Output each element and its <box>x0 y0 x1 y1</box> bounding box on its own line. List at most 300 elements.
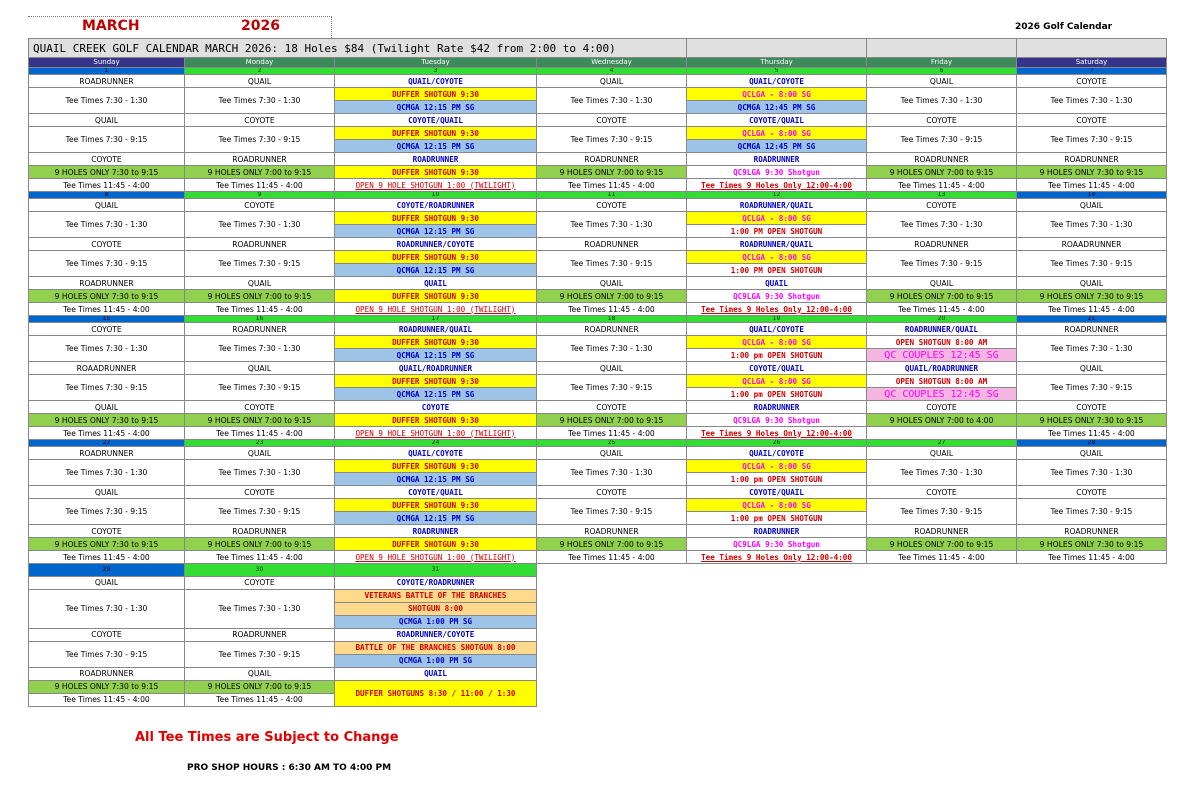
course-name: ROADRUNNER <box>335 525 537 538</box>
course-name: ROADRUNNER <box>29 667 185 680</box>
course-name: ROADRUNNER <box>537 525 687 538</box>
schedule-line: Tee Times 7:30 - 9:15 <box>1017 251 1167 277</box>
empty-cell <box>537 602 687 615</box>
course-name: ROADRUNNER <box>185 238 335 251</box>
month-label: MARCH <box>82 18 140 34</box>
empty-cell <box>1017 576 1167 589</box>
schedule-line: 9 HOLES ONLY 7:00 to 9:15 <box>185 290 335 303</box>
date-number: 15 <box>29 316 185 323</box>
course-name: QUAIL <box>537 447 687 460</box>
schedule-line: Tee Times 7:30 - 9:15 <box>29 251 185 277</box>
schedule-line: Tee Times 11:45 - 4:00 <box>867 551 1017 564</box>
schedule-line: Tee Times 7:30 - 9:15 <box>537 375 687 401</box>
schedule-line: DUFFER SHOTGUNS 8:30 / 11:00 / 1:30 <box>335 680 537 706</box>
empty-cell <box>687 589 867 602</box>
course-name: ROADRUNNER <box>29 277 185 290</box>
empty-cell <box>867 576 1017 589</box>
empty-cell <box>687 615 867 628</box>
schedule-line: OPEN 9 HOLE SHOTGUN 1:00 (TWILIGHT) <box>335 551 537 564</box>
schedule-line: 9 HOLES ONLY 7:30 to 9:15 <box>1017 166 1167 179</box>
course-name: QUAIL <box>29 576 185 589</box>
course-name: COYOTE <box>185 401 335 414</box>
schedule-line: 9 HOLES ONLY 7:00 to 9:15 <box>185 166 335 179</box>
date-number: 1 <box>29 68 185 75</box>
schedule-line: Tee Times 7:30 - 9:15 <box>1017 127 1167 153</box>
course-name: COYOTE <box>29 238 185 251</box>
schedule-line: DUFFER SHOTGUN 9:30 <box>335 88 537 101</box>
schedule-line: OPEN 9 HOLE SHOTGUN 1:00 (TWILIGHT) <box>335 179 537 192</box>
schedule-line: 9 HOLES ONLY 7:30 to 9:15 <box>29 166 185 179</box>
empty-cell <box>687 576 867 589</box>
schedule-line: 1:00 PM OPEN SHOTGUN <box>687 225 867 238</box>
schedule-line: Tee Times 7:30 - 9:15 <box>537 127 687 153</box>
schedule-line: Tee Times 7:30 - 1:30 <box>867 212 1017 238</box>
schedule-line: 9 HOLES ONLY 7:30 to 9:15 <box>1017 414 1167 427</box>
empty-cell <box>537 564 687 577</box>
tee-times-note: All Tee Times are Subject to Change <box>135 730 399 745</box>
course-name: QUAIL <box>537 362 687 375</box>
course-name: COYOTE <box>29 628 185 641</box>
empty-cell <box>537 667 687 680</box>
course-name: COYOTE <box>537 401 687 414</box>
date-number: 11 <box>537 192 687 199</box>
course-name: COYOTE <box>29 525 185 538</box>
course-name: QUAIL <box>185 362 335 375</box>
course-name: ROADRUNNER <box>867 238 1017 251</box>
schedule-line: Tee Times 7:30 - 9:15 <box>867 499 1017 525</box>
schedule-line: QC9LGA 9:30 Shotgun <box>687 290 867 303</box>
course-name: QUAIL <box>185 447 335 460</box>
course-name: QUAIL/COYOTE <box>335 447 537 460</box>
schedule-line: DUFFER SHOTGUN 9:30 <box>335 290 537 303</box>
course-name: COYOTE <box>1017 401 1167 414</box>
empty-cell <box>537 589 687 602</box>
course-name: QUAIL <box>335 667 537 680</box>
schedule-line: Tee Times 7:30 - 1:30 <box>1017 460 1167 486</box>
course-name: COYOTE <box>335 401 537 414</box>
pro-shop-hours: PRO SHOP HOURS : 6:30 AM TO 4:00 PM <box>187 763 392 773</box>
schedule-line: Tee Times 7:30 - 1:30 <box>1017 212 1167 238</box>
empty-cell <box>687 680 867 693</box>
course-name: COYOTE/QUAIL <box>687 114 867 127</box>
schedule-line: OPEN 9 HOLE SHOTGUN 1:00 (TWILIGHT) <box>335 303 537 316</box>
course-name: QUAIL/ROADRUNNER <box>335 362 537 375</box>
course-name: ROADRUNNER <box>537 153 687 166</box>
schedule-line: Tee Times 7:30 - 1:30 <box>29 212 185 238</box>
schedule-line: 9 HOLES ONLY 7:00 to 9:15 <box>537 538 687 551</box>
schedule-line: Tee Times 7:30 - 9:15 <box>29 375 185 401</box>
empty-cell <box>687 628 867 641</box>
empty-cell <box>1017 589 1167 602</box>
schedule-line: DUFFER SHOTGUN 9:30 <box>335 499 537 512</box>
empty-cell <box>537 628 687 641</box>
schedule-line: Tee Times 11:45 - 4:00 <box>185 303 335 316</box>
schedule-line: Tee Times 7:30 - 1:30 <box>185 336 335 362</box>
title-filler <box>867 39 1017 58</box>
schedule-line: Tee Times 7:30 - 9:15 <box>185 375 335 401</box>
schedule-line <box>867 427 1017 440</box>
course-name: QUAIL/COYOTE <box>687 323 867 336</box>
course-name: QUAIL <box>687 277 867 290</box>
empty-cell <box>687 564 867 577</box>
schedule-line: DUFFER SHOTGUN 9:30 <box>335 251 537 264</box>
date-number: 8 <box>29 192 185 199</box>
day-header-friday: Friday <box>867 58 1017 68</box>
course-name: ROADRUNNER <box>1017 323 1167 336</box>
schedule-line: QCMGA 12:45 PM SG <box>687 140 867 153</box>
title-filler <box>687 39 867 58</box>
course-name: COYOTE <box>1017 486 1167 499</box>
date-number: 23 <box>185 440 335 447</box>
course-name: COYOTE <box>537 486 687 499</box>
empty-cell <box>537 693 687 706</box>
course-name: QUAIL <box>185 667 335 680</box>
schedule-line: Tee Times 11:45 - 4:00 <box>537 427 687 440</box>
course-name: QUAIL/COYOTE <box>335 75 537 88</box>
course-name: QUAIL <box>29 199 185 212</box>
date-number: 31 <box>335 564 537 577</box>
schedule-line: Tee Times 7:30 - 1:30 <box>867 460 1017 486</box>
empty-cell <box>1017 680 1167 693</box>
schedule-line: 9 HOLES ONLY 7:00 to 4:00 <box>867 414 1017 427</box>
course-name: QUAIL/COYOTE <box>687 447 867 460</box>
empty-cell <box>1017 693 1167 706</box>
schedule-line: 9 HOLES ONLY 7:00 to 9:15 <box>537 290 687 303</box>
schedule-line: Tee Times 7:30 - 9:15 <box>1017 499 1167 525</box>
course-name: ROADRUNNER <box>29 447 185 460</box>
schedule-line: DUFFER SHOTGUN 9:30 <box>335 538 537 551</box>
date-number: 26 <box>687 440 867 447</box>
day-header-thursday: Thursday <box>687 58 867 68</box>
date-number: 7 <box>1017 68 1167 75</box>
course-name: ROADRUNNER <box>29 75 185 88</box>
schedule-line: Tee Times 7:30 - 1:30 <box>29 460 185 486</box>
schedule-line: 9 HOLES ONLY 7:30 to 9:15 <box>1017 290 1167 303</box>
empty-cell <box>1017 615 1167 628</box>
schedule-line: Tee Times 7:30 - 9:15 <box>29 127 185 153</box>
course-name: COYOTE <box>185 199 335 212</box>
empty-cell <box>867 589 1017 602</box>
course-name: ROADRUNNER <box>185 323 335 336</box>
date-number: 13 <box>867 192 1017 199</box>
schedule-line: Tee Times 7:30 - 9:15 <box>185 499 335 525</box>
schedule-line: DUFFER SHOTGUN 9:30 <box>335 127 537 140</box>
schedule-line: Tee Times 7:30 - 9:15 <box>1017 375 1167 401</box>
schedule-line: DUFFER SHOTGUN 9:30 <box>335 166 537 179</box>
schedule-line: OPEN 9 HOLE SHOTGUN 1:00 (TWILIGHT) <box>335 427 537 440</box>
course-name: QUAIL <box>185 277 335 290</box>
course-name: COYOTE/QUAIL <box>687 362 867 375</box>
schedule-line: 1:00 pm OPEN SHOTGUN <box>687 473 867 486</box>
course-name: ROADRUNNER <box>537 323 687 336</box>
course-name: QUAIL <box>29 401 185 414</box>
schedule-line: 1:00 PM OPEN SHOTGUN <box>687 264 867 277</box>
empty-cell <box>1017 602 1167 615</box>
course-name: QUAIL <box>1017 447 1167 460</box>
course-name: ROADRUNNER <box>335 153 537 166</box>
schedule-line: QCMGA 12:15 PM SG <box>335 388 537 401</box>
schedule-line: QCLGA - 8:00 SG <box>687 460 867 473</box>
course-name: ROADRUNNER/COYOTE <box>335 238 537 251</box>
schedule-line: QC9LGA 9:30 Shotgun <box>687 414 867 427</box>
empty-cell <box>687 654 867 667</box>
schedule-line: QCMGA 1:00 PM SG <box>335 615 537 628</box>
empty-cell <box>537 680 687 693</box>
title-filler <box>1017 39 1167 58</box>
empty-cell <box>867 564 1017 577</box>
schedule-line: Tee Times 7:30 - 1:30 <box>537 212 687 238</box>
course-name: ROADRUNNER/COYOTE <box>335 628 537 641</box>
schedule-line: Tee Times 11:45 - 4:00 <box>867 179 1017 192</box>
schedule-line: QC9LGA 9:30 Shotgun <box>687 538 867 551</box>
schedule-line: Tee Times 7:30 - 1:30 <box>29 336 185 362</box>
date-number: 12 <box>687 192 867 199</box>
schedule-line: Tee Times 11:45 - 4:00 <box>29 303 185 316</box>
course-name: QUAIL <box>867 277 1017 290</box>
schedule-line: 9 HOLES ONLY 7:00 to 9:15 <box>867 166 1017 179</box>
schedule-line: DUFFER SHOTGUN 9:30 <box>335 414 537 427</box>
course-name: QUAIL <box>335 277 537 290</box>
schedule-line: QC COUPLES 12:45 SG <box>867 388 1017 401</box>
schedule-line: BATTLE OF THE BRANCHES SHOTGUN 8:00 <box>335 641 537 654</box>
schedule-line: Tee Times 7:30 - 9:15 <box>867 251 1017 277</box>
schedule-line: Tee Times 7:30 - 9:15 <box>29 499 185 525</box>
schedule-line: Tee Times 7:30 - 9:15 <box>185 127 335 153</box>
schedule-line: Tee Times 7:30 - 1:30 <box>867 88 1017 114</box>
date-number: 17 <box>335 316 537 323</box>
course-name: QUAIL/COYOTE <box>687 75 867 88</box>
schedule-line: Tee Times 7:30 - 9:15 <box>537 499 687 525</box>
date-number: 24 <box>335 440 537 447</box>
course-name: ROADRUNNER <box>687 153 867 166</box>
empty-cell <box>867 628 1017 641</box>
date-number: 27 <box>867 440 1017 447</box>
schedule-line: 9 HOLES ONLY 7:30 to 9:15 <box>29 680 185 693</box>
course-name: ROADRUNNER <box>867 525 1017 538</box>
course-name: COYOTE/ROADRUNNER <box>335 576 537 589</box>
course-name: QUAIL <box>867 75 1017 88</box>
empty-cell <box>867 667 1017 680</box>
schedule-line: Tee Times 7:30 - 1:30 <box>185 460 335 486</box>
date-number: 22 <box>29 440 185 447</box>
schedule-line: QCMGA 12:15 PM SG <box>335 140 537 153</box>
course-name: ROADRUNNER <box>185 628 335 641</box>
day-header-monday: Monday <box>185 58 335 68</box>
course-name: ROADRUNNER/QUAIL <box>335 323 537 336</box>
course-name: ROADRUNNER <box>537 238 687 251</box>
calendar-caption: 2026 Golf Calendar <box>1015 22 1113 32</box>
empty-cell <box>537 615 687 628</box>
date-number: 21 <box>1017 316 1167 323</box>
date-number: 30 <box>185 564 335 577</box>
date-number: 29 <box>29 564 185 577</box>
schedule-line: 9 HOLES ONLY 7:00 to 9:15 <box>537 414 687 427</box>
schedule-line: Tee Times 11:45 - 4:00 <box>1017 303 1167 316</box>
schedule-line: 9 HOLES ONLY 7:00 to 9:15 <box>185 538 335 551</box>
empty-cell <box>1017 667 1167 680</box>
course-name: ROADRUNNER <box>185 525 335 538</box>
course-name: COYOTE <box>29 153 185 166</box>
schedule-line: 1:00 pm OPEN SHOTGUN <box>687 388 867 401</box>
schedule-line: OPEN SHOTGUN 8:00 AM <box>867 375 1017 388</box>
course-name: ROADRUNNER <box>1017 153 1167 166</box>
empty-cell <box>1017 641 1167 654</box>
schedule-line: Tee Times 7:30 - 1:30 <box>537 460 687 486</box>
course-name: COYOTE <box>185 486 335 499</box>
schedule-line: Tee Times 7:30 - 9:15 <box>29 641 185 667</box>
schedule-line: QCMGA 12:15 PM SG <box>335 225 537 238</box>
course-name: COYOTE <box>537 199 687 212</box>
course-name: COYOTE/QUAIL <box>687 486 867 499</box>
schedule-line: Tee Times 11:45 - 4:00 <box>185 179 335 192</box>
course-name: COYOTE <box>537 114 687 127</box>
schedule-line: Tee Times 7:30 - 1:30 <box>537 336 687 362</box>
day-header-wednesday: Wednesday <box>537 58 687 68</box>
course-name: ROADRUNNER <box>687 401 867 414</box>
date-number: 3 <box>335 68 537 75</box>
schedule-line: 1:00 pm OPEN SHOTGUN <box>687 512 867 525</box>
schedule-line: 9 HOLES ONLY 7:30 to 9:15 <box>29 538 185 551</box>
empty-cell <box>537 576 687 589</box>
empty-cell <box>687 641 867 654</box>
course-name: ROADRUNNER/QUAIL <box>687 199 867 212</box>
empty-cell <box>867 602 1017 615</box>
course-name: QUAIL <box>29 486 185 499</box>
schedule-line: Tee Times 11:45 - 4:00 <box>537 179 687 192</box>
course-name: QUAIL <box>185 75 335 88</box>
schedule-line: QCMGA 12:15 PM SG <box>335 101 537 114</box>
schedule-line: SHOTGUN 8:00 <box>335 602 537 615</box>
date-number: 5 <box>687 68 867 75</box>
empty-cell <box>687 693 867 706</box>
date-number: 2 <box>185 68 335 75</box>
schedule-line: Tee Times 9 Holes Only 12:00-4:00 <box>687 179 867 192</box>
schedule-line: DUFFER SHOTGUN 9:30 <box>335 212 537 225</box>
course-name: COYOTE <box>185 114 335 127</box>
schedule-line: Tee Times 7:30 - 1:30 <box>537 88 687 114</box>
course-name: COYOTE/ROADRUNNER <box>335 199 537 212</box>
schedule-line: Tee Times 7:30 - 1:30 <box>185 212 335 238</box>
schedule-line: 9 HOLES ONLY 7:00 to 9:15 <box>867 290 1017 303</box>
schedule-line: Tee Times 11:45 - 4:00 <box>29 427 185 440</box>
schedule-line: QCLGA - 8:00 SG <box>687 499 867 512</box>
empty-cell <box>867 654 1017 667</box>
schedule-line: QCMGA 1:00 PM SG <box>335 654 537 667</box>
empty-cell <box>1017 564 1167 577</box>
schedule-line: Tee Times 11:45 - 4:00 <box>29 551 185 564</box>
schedule-line: Tee Times 9 Holes Only 12:00-4:00 <box>687 303 867 316</box>
date-number: 18 <box>537 316 687 323</box>
schedule-line: Tee Times 7:30 - 1:30 <box>29 88 185 114</box>
schedule-line: 9 HOLES ONLY 7:30 to 9:15 <box>29 290 185 303</box>
empty-cell <box>867 641 1017 654</box>
course-name: ROADRUNNER <box>687 525 867 538</box>
empty-cell <box>537 641 687 654</box>
empty-cell <box>687 667 867 680</box>
course-name: QUAIL <box>1017 362 1167 375</box>
course-name: ROAADRUNNER <box>29 362 185 375</box>
schedule-line: Tee Times 11:45 - 4:00 <box>185 693 335 706</box>
course-name: ROADRUNNER/QUAIL <box>867 323 1017 336</box>
schedule-line: Tee Times 7:30 - 1:30 <box>1017 336 1167 362</box>
course-name: QUAIL <box>537 75 687 88</box>
schedule-line: QCMGA 12:15 PM SG <box>335 512 537 525</box>
empty-cell <box>1017 628 1167 641</box>
calendar-title: QUAIL CREEK GOLF CALENDAR MARCH 2026: 18 Holes $84 (Twilight Rate $42 from 2:00 to 4:00) <box>29 39 687 58</box>
schedule-line: Tee Times 9 Holes Only 12:00-4:00 <box>687 427 867 440</box>
schedule-line: 1:00 pm OPEN SHOTGUN <box>687 349 867 362</box>
schedule-line: QCMGA 12:45 PM SG <box>687 101 867 114</box>
course-name: QUAIL/ROADRUNNER <box>867 362 1017 375</box>
schedule-line: QCMGA 12:15 PM SG <box>335 473 537 486</box>
course-name: COYOTE/QUAIL <box>335 114 537 127</box>
schedule-line: Tee Times 7:30 - 9:15 <box>185 641 335 667</box>
course-name: QUAIL <box>1017 199 1167 212</box>
empty-cell <box>537 654 687 667</box>
schedule-line: DUFFER SHOTGUN 9:30 <box>335 375 537 388</box>
schedule-line: Tee Times 7:30 - 9:15 <box>867 127 1017 153</box>
date-number: 4 <box>537 68 687 75</box>
schedule-line: Tee Times 11:45 - 4:00 <box>537 551 687 564</box>
day-header-tuesday: Tuesday <box>335 58 537 68</box>
course-name: QUAIL <box>1017 277 1167 290</box>
day-header-sunday: Sunday <box>29 58 185 68</box>
schedule-line: Tee Times 9 Holes Only 12:00-4:00 <box>687 551 867 564</box>
schedule-line: QCMGA 12:15 PM SG <box>335 264 537 277</box>
schedule-line: QCLGA - 8:00 SG <box>687 127 867 140</box>
date-number: 9 <box>185 192 335 199</box>
empty-cell <box>867 680 1017 693</box>
schedule-line: 9 HOLES ONLY 7:30 to 9:15 <box>29 414 185 427</box>
course-name: COYOTE <box>1017 114 1167 127</box>
course-name: COYOTE <box>1017 75 1167 88</box>
schedule-line: QCLGA - 8:00 SG <box>687 88 867 101</box>
schedule-line: QC9LGA 9:30 Shotgun <box>687 166 867 179</box>
course-name: QUAIL <box>867 447 1017 460</box>
schedule-line: DUFFER SHOTGUN 9:30 <box>335 460 537 473</box>
schedule-line: DUFFER SHOTGUN 9:30 <box>335 336 537 349</box>
schedule-line: Tee Times 7:30 - 1:30 <box>1017 88 1167 114</box>
schedule-line: VETERANS BATTLE OF THE BRANCHES <box>335 589 537 602</box>
empty-cell <box>687 602 867 615</box>
schedule-line: QCLGA - 8:00 SG <box>687 212 867 225</box>
course-name: ROADRUNNER <box>1017 525 1167 538</box>
date-number: 20 <box>867 316 1017 323</box>
schedule-line: Tee Times 11:45 - 4:00 <box>185 427 335 440</box>
date-number: 25 <box>537 440 687 447</box>
date-number: 28 <box>1017 440 1167 447</box>
schedule-line: Tee Times 11:45 - 4:00 <box>1017 427 1167 440</box>
schedule-line: QCMGA 12:15 PM SG <box>335 349 537 362</box>
date-number: 19 <box>687 316 867 323</box>
course-name: COYOTE <box>29 323 185 336</box>
schedule-line: 9 HOLES ONLY 7:00 to 9:15 <box>185 414 335 427</box>
schedule-line: OPEN SHOTGUN 8:00 AM <box>867 336 1017 349</box>
schedule-line: Tee Times 11:45 - 4:00 <box>867 303 1017 316</box>
schedule-line: 9 HOLES ONLY 7:30 to 9:15 <box>1017 538 1167 551</box>
empty-cell <box>867 693 1017 706</box>
course-name: QUAIL <box>29 114 185 127</box>
course-name: COYOTE <box>867 199 1017 212</box>
course-name: ROADRUNNER/QUAIL <box>687 238 867 251</box>
schedule-line: Tee Times 7:30 - 1:30 <box>185 88 335 114</box>
schedule-line: Tee Times 11:45 - 4:00 <box>537 303 687 316</box>
course-name: COYOTE/QUAIL <box>335 486 537 499</box>
schedule-line: 9 HOLES ONLY 7:00 to 9:15 <box>185 680 335 693</box>
day-header-saturday: Saturday <box>1017 58 1167 68</box>
date-number: 6 <box>867 68 1017 75</box>
header-box <box>28 16 332 38</box>
